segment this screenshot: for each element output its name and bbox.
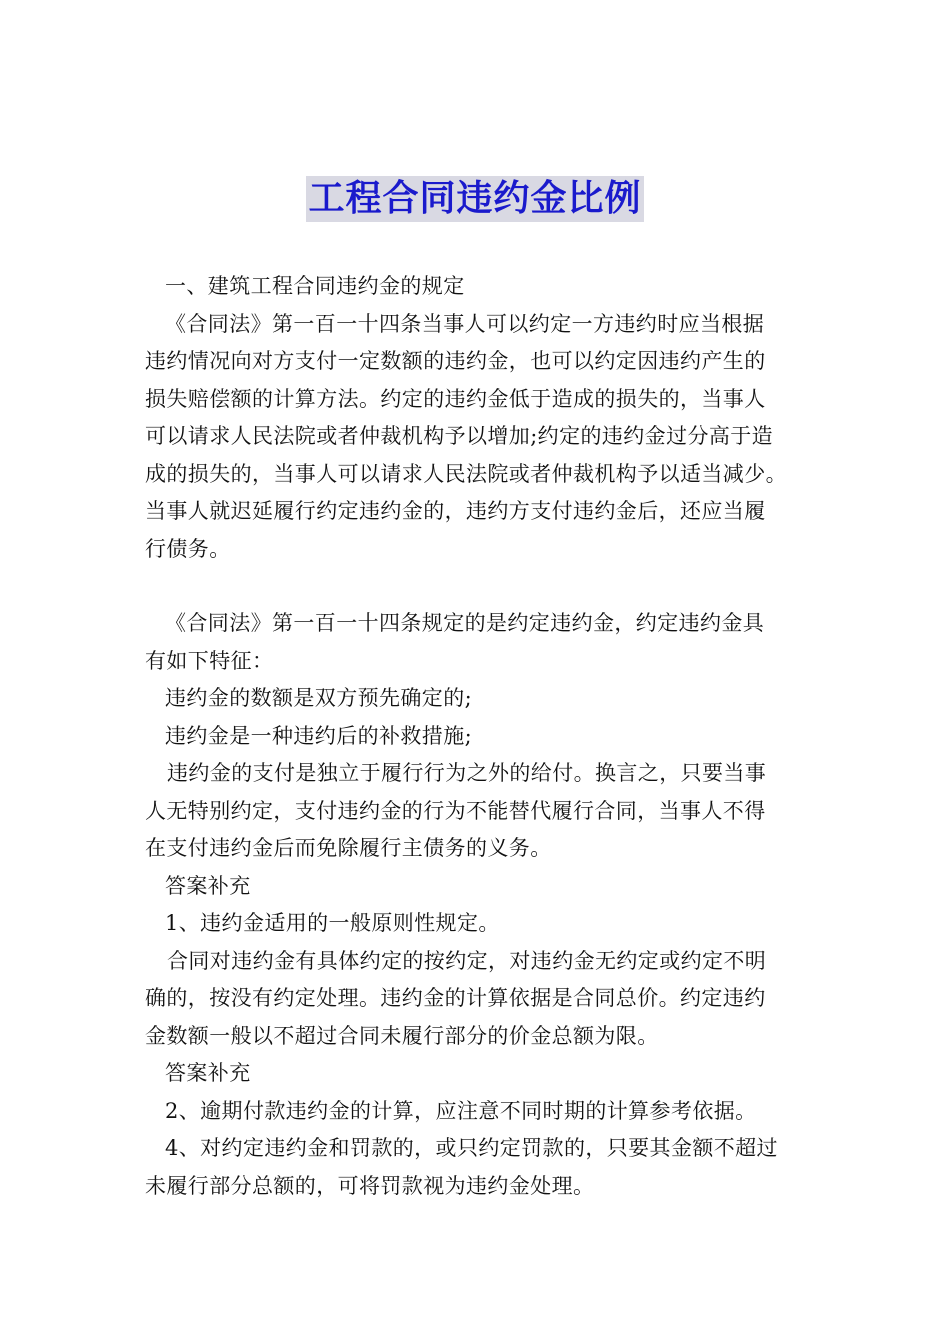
paragraph-line: 有如下特征： bbox=[145, 648, 274, 673]
list-item: 4、对约定违约金和罚款的，或只约定罚款的，只要其金额不超过 bbox=[165, 1136, 778, 1160]
list-item: 2、逾期付款违约金的计算，应注意不同时期的计算参考依据。 bbox=[165, 1098, 757, 1123]
document-body bbox=[145, 268, 810, 1205]
list-item: 违约金的数额是双方预先确定的; bbox=[165, 686, 473, 710]
paragraph-line: 未履行部分总额的，可将罚款视为违约金处理。 bbox=[145, 1173, 595, 1198]
paragraph-line: 成的损失的，当事人可以请求人民法院或者仲裁机构予以适当减少。 bbox=[145, 461, 787, 486]
document-title: 工程合同违约金比例 bbox=[306, 176, 643, 222]
list-item: 1、违约金适用的一般原则性规定。 bbox=[165, 911, 500, 935]
supplement-heading: 答案补充 bbox=[165, 1061, 251, 1085]
paragraph-gap bbox=[145, 568, 810, 605]
paragraph-line: 确的，按没有约定处理。违约金的计算依据是合同总价。约定违约 bbox=[145, 986, 766, 1010]
paragraph-line: 可以请求人民法院或者仲裁机构予以增加;约定的违约金过分高于造 bbox=[145, 424, 774, 448]
paragraph-line: 《合同法》第一百一十四条当事人可以约定一方违约时应当根据 bbox=[165, 311, 765, 336]
paragraph-line: 损失赔偿额的计算方法。约定的违约金低于造成的损失的，当事人 bbox=[145, 386, 766, 411]
paragraph-line: 合同对违约金有具体约定的按约定，对违约金无约定或约定不明 bbox=[167, 948, 767, 973]
paragraph-line: 金数额一般以不超过合同未履行部分的价金总额为限。 bbox=[145, 1023, 659, 1048]
title-container bbox=[0, 176, 950, 222]
supplement-heading: 答案补充 bbox=[165, 873, 251, 898]
paragraph-line: 在支付违约金后而免除履行主债务的义务。 bbox=[145, 836, 552, 860]
paragraph-line: 行债务。 bbox=[145, 536, 231, 561]
paragraph-line: 人无特别约定，支付违约金的行为不能替代履行合同，当事人不得 bbox=[145, 798, 766, 823]
list-item: 违约金是一种违约后的补救措施; bbox=[165, 723, 473, 748]
paragraph-line: 违约金的支付是独立于履行行为之外的给付。换言之，只要当事 bbox=[167, 761, 767, 785]
section-heading: 一、建筑工程合同违约金的规定 bbox=[165, 274, 465, 298]
paragraph-line: 违约情况向对方支付一定数额的违约金，也可以约定因违约产生的 bbox=[145, 349, 766, 373]
paragraph-line: 当事人就迟延履行约定违约金的，违约方支付违约金后，还应当履 bbox=[145, 499, 766, 523]
paragraph-line: 《合同法》第一百一十四条规定的是约定违约金，约定违约金具 bbox=[165, 611, 765, 635]
